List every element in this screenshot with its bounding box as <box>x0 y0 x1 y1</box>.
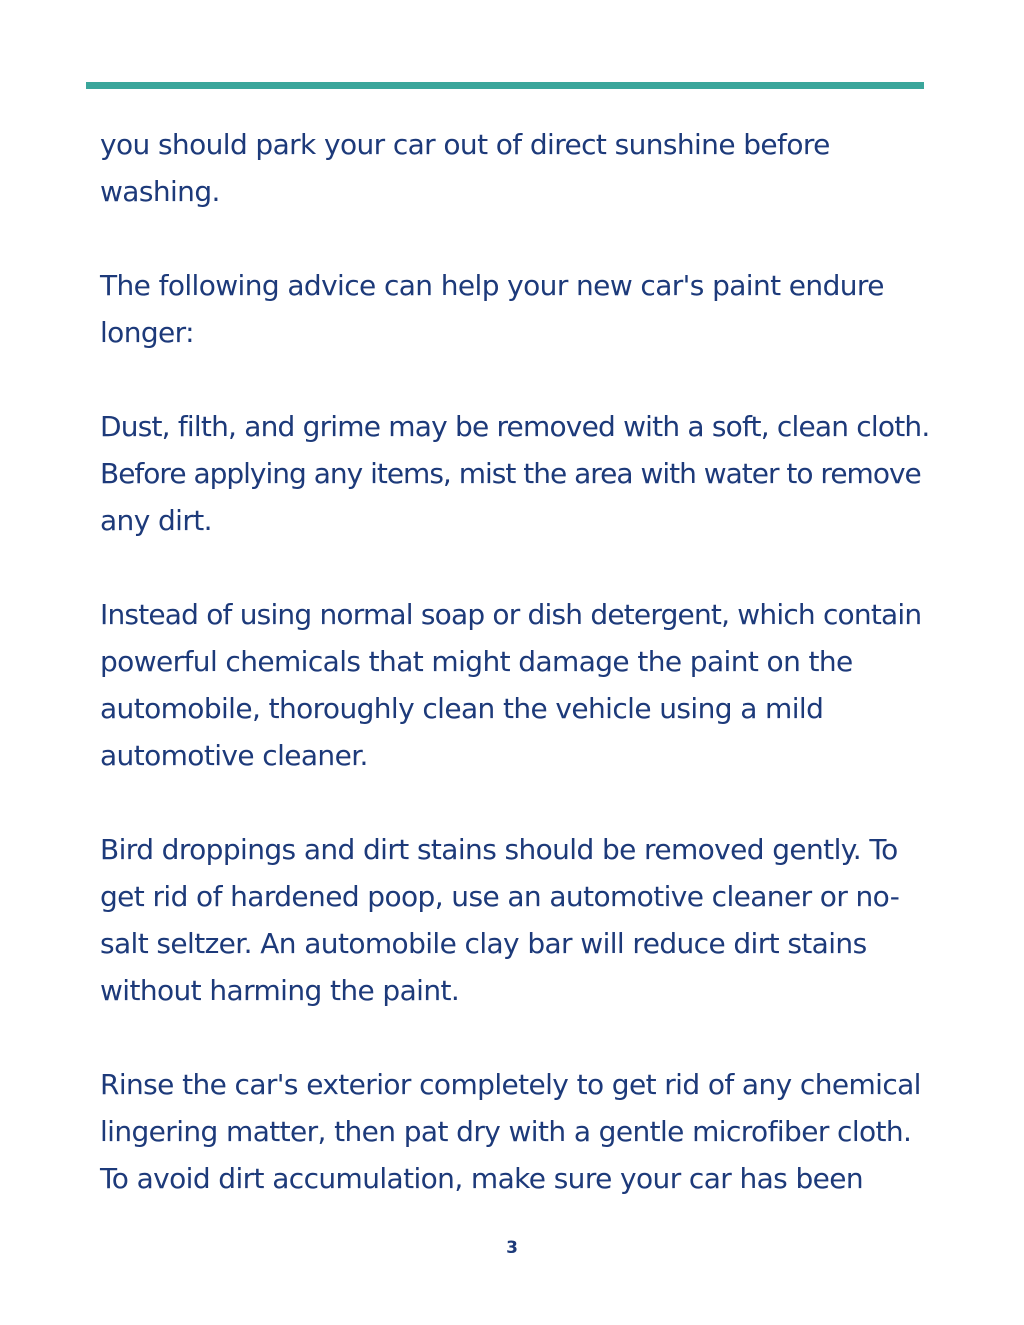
text-line: Before applying any items, mist the area with water to remove <box>100 457 921 490</box>
paragraph <box>100 826 930 1014</box>
text-line: washing. <box>100 175 220 208</box>
text-line: automobile, thoroughly clean the vehicle using a mild <box>100 692 824 725</box>
paragraph <box>100 121 930 215</box>
text-line: lingering matter, then pat dry with a gentle microfiber cloth. <box>100 1115 912 1148</box>
text-line: longer: <box>100 316 194 349</box>
page-body <box>100 121 930 1249</box>
text-line: salt seltzer. An automobile clay bar will reduce dirt stains <box>100 927 867 960</box>
text-line: powerful chemicals that might damage the paint on the <box>100 645 853 678</box>
paragraph <box>100 262 930 356</box>
text-line: Dust, filth, and grime may be removed with a soft, clean cloth. <box>100 410 930 443</box>
text-line: Bird droppings and dirt stains should be removed gently. To <box>100 833 898 866</box>
text-line: automotive cleaner. <box>100 739 368 772</box>
paragraph <box>100 591 930 779</box>
text-line: without harming the paint. <box>100 974 460 1007</box>
page-number: 3 <box>506 1238 518 1258</box>
paragraph <box>100 403 930 544</box>
top-rule <box>86 82 924 89</box>
text-line: The following advice can help your new car's paint endure <box>100 269 884 302</box>
text-line: Instead of using normal soap or dish detergent, which contain <box>100 598 922 631</box>
text-line: any dirt. <box>100 504 212 537</box>
text-line: get rid of hardened poop, use an automotive cleaner or no- <box>100 880 900 913</box>
text-line: To avoid dirt accumulation, make sure your car has been <box>100 1162 864 1195</box>
text-line: you should park your car out of direct sunshine before <box>100 128 830 161</box>
text-line: Rinse the car's exterior completely to get rid of any chemical <box>100 1068 921 1101</box>
paragraph <box>100 1061 930 1202</box>
